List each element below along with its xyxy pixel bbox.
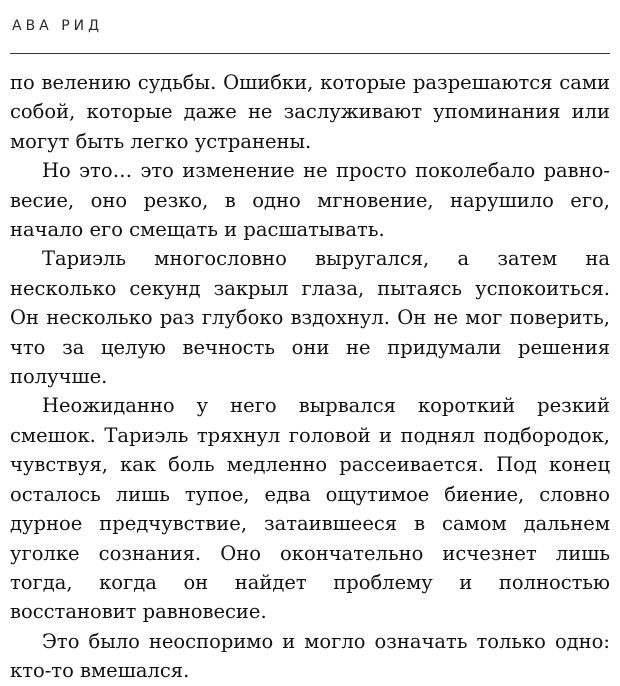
paragraph: Но это… это изменение не просто поколебало равновесие, оно резко, в одно мгновение, нарушило его, начало его смещать и расшатывать. (10, 159, 610, 242)
paragraph: Это было неоспоримо и могло означать только одно: кто-то вмешался. (10, 629, 610, 683)
paragraph: по велению судьбы. Ошибки, которые разрешаются сами собой, которые даже не заслуживают упоминания или могут быть легко устранены. (10, 71, 610, 153)
header-divider (10, 53, 610, 54)
running-header-author: АВА РИД (12, 18, 104, 34)
paragraph: Неожиданно у него вырвался короткий резкий смешок. Тариэль тряхнул головой и поднял подбородок, чувствуя, как боль медленно рассеивается. Под конец осталось лишь тупое, едва ощутимое биение, словно дурное предчувствие, затаившееся в самом дальнем уголке сознания. Оно окончательно исчезнет лишь тогда, когда он найдет проблему и полностью восстановит равновесие. (10, 394, 610, 624)
book-page (10, 0, 610, 683)
paragraph: Тариэль многословно выругался, а затем на несколько секунд закрыл глаза, пытаясь успокоиться. Он несколько раз глубоко вздохнул. Он не мог поверить, что за целую вечность они не придумали решения получше. (10, 247, 610, 389)
body-text (10, 68, 610, 686)
